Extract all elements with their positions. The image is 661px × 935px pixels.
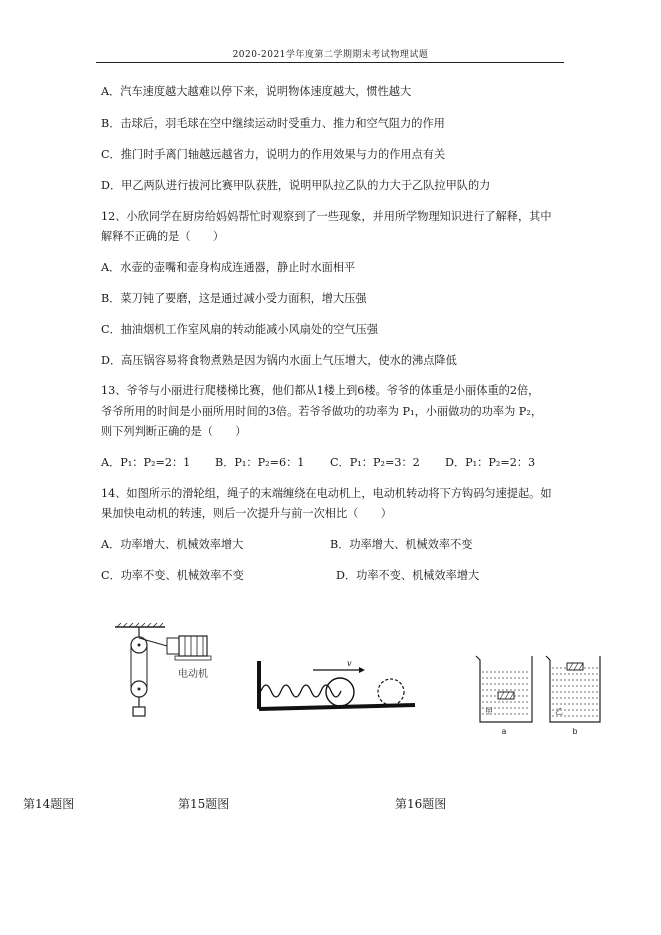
figure-16-caption: 第16题图: [395, 797, 447, 811]
q12-stem-line1: 12、小欣同学在厨房给妈妈帮忙时观察到了一些现象，并用所学物理知识进行了解释，其中: [101, 210, 552, 223]
q14-option-d: D．功率不变、机械效率增大: [336, 569, 480, 582]
beaker-b-label: b: [572, 727, 578, 736]
q12-stem-line2: 解释不正确的是（ ）: [101, 230, 225, 243]
q13-option-c: C．P₁：P₂=3：2: [330, 456, 420, 469]
q13-option-a: A．P₁：P₂=2：1: [101, 456, 191, 469]
q13-option-d: D．P₁：P₂=2：3: [445, 456, 536, 469]
motor-label: 电动机: [178, 669, 208, 680]
q13-stem-line2: 爷爷所用的时间是小丽所用时间的3倍。若爷爷做功的功率为 P₁，小丽做功的功率为 P₂，: [101, 405, 543, 418]
liquid-b-label: 乙: [555, 707, 563, 716]
figure-14-pulley-diagram: [105, 622, 225, 727]
q14-option-a: A．功率增大、机械效率增大: [101, 538, 244, 551]
q12-option-b: B．菜刀钝了要磨，这是通过减小受力面积，增大压强: [101, 292, 367, 305]
q11-option-a: A．汽车速度越大越难以停下来，说明物体速度越大，惯性越大: [101, 85, 412, 98]
beaker-a-label: a: [501, 727, 507, 736]
q14-option-c: C．功率不变、机械效率不变: [101, 569, 244, 582]
q14-stem-line2: 果加快电动机的转速，则后一次提升与前一次相比（ ）: [101, 507, 392, 520]
figure-15-spring-diagram: [255, 655, 420, 717]
figure-16-beakers-diagram: [470, 652, 605, 740]
figure-14-caption: 第14题图: [23, 797, 75, 811]
q11-option-d: D．甲乙两队进行拔河比赛甲队获胜，说明甲队拉乙队的力大于乙队拉甲队的力: [101, 179, 491, 192]
q11-option-b: B．击球后，羽毛球在空中继续运动时受重力、推力和空气阻力的作用: [101, 117, 445, 130]
page-header: 2020-2021学年度第二学期期末考试物理试题: [232, 50, 429, 60]
q12-option-c: C．抽油烟机工作室风扇的转动能减小风扇处的空气压强: [101, 323, 379, 336]
q13-option-b: B．P₁：P₂=6：1: [215, 456, 305, 469]
q12-option-a: A．水壶的壶嘴和壶身构成连通器，静止时水面相平: [101, 261, 356, 274]
q14-stem-line1: 14、如图所示的滑轮组，绳子的末端缠绕在电动机上，电动机转动将下方钩码匀速提起。如: [101, 487, 552, 500]
velocity-label: v: [347, 659, 352, 668]
header-rule: [96, 62, 564, 63]
figure-15-caption: 第15题图: [178, 797, 230, 811]
q14-option-b: B．功率增大、机械效率不变: [330, 538, 473, 551]
q12-option-d: D．高压锅容易将食物煮熟是因为锅内水面上气压增大，使水的沸点降低: [101, 354, 457, 367]
q13-stem-line1: 13、爷爷与小丽进行爬楼梯比赛，他们都从1楼上到6楼。爷爷的体重是小丽体重的2倍，: [101, 384, 540, 397]
q13-stem-line3: 则下列判断正确的是（ ）: [101, 425, 247, 438]
q11-option-c: C．推门时手离门轴越远越省力，说明力的作用效果与力的作用点有关: [101, 148, 446, 161]
liquid-a-label: 甲: [485, 707, 493, 716]
